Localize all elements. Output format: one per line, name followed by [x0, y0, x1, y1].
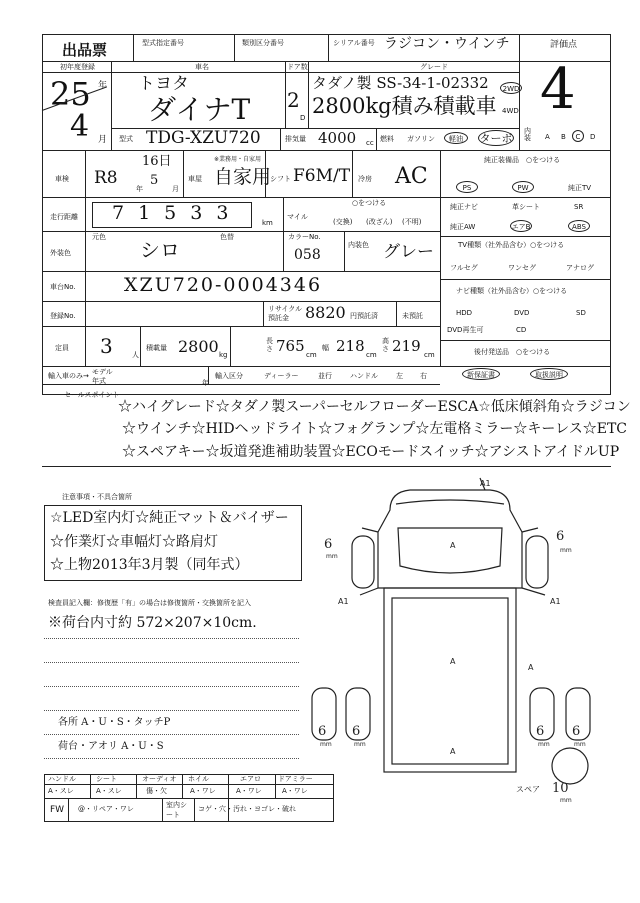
nav-hdd: HDD [456, 309, 473, 317]
shaken-year-unit: 年 [136, 185, 143, 193]
damage-mark-a-bed: A [450, 657, 456, 666]
recycle-unpaid: 未預託 [402, 312, 423, 320]
shift-value: F6M/T [293, 166, 351, 186]
chassis-label: 車台No. [50, 283, 76, 291]
import-class-label: 輸入区分 [215, 372, 243, 380]
color-no-label: カラーNo. [288, 233, 321, 241]
equip-nav: 純正ナビ [450, 203, 478, 211]
height-label: 高さ [382, 337, 389, 353]
displacement: 4000 [318, 129, 357, 147]
tire-depth-front-left: 6 [324, 537, 333, 552]
selling-points-label: セールスポイント [64, 391, 120, 399]
model-label: 型式 [119, 135, 133, 143]
tire-unit-fr: mm [560, 547, 572, 554]
equip-pw: PW [512, 181, 534, 193]
reg-year-unit: 年 [98, 81, 108, 91]
nav-dvd: DVD [514, 309, 530, 317]
mileage-label: 走行距離 [50, 213, 78, 221]
note-1: ☆LED室内灯☆純正マット＆バイザー [50, 510, 289, 526]
ac-label: 冷房 [358, 175, 372, 183]
legend-v-wheel: A・ワレ [190, 787, 216, 795]
equip-sr: SR [574, 203, 584, 211]
grade-line2: 2800kg積み積載車 [312, 94, 497, 118]
interior-color-value: グレー [383, 242, 434, 262]
selling-point-3: ☆スペアキー☆坂道発進補助装置☆ECOモードスイッチ☆アシストアイドルUP [122, 444, 620, 460]
tv-title: TV種類（社外品含む）○をつける [458, 241, 565, 249]
mile-label: マイル [287, 213, 308, 221]
note-2: ☆作業灯☆車幅灯☆路肩灯 [50, 534, 218, 550]
reg-month-unit: 月 [98, 135, 108, 145]
grade-line1: タダノ製 SS-34-1-02332 [312, 74, 489, 92]
color-change-label: 色替 [220, 233, 234, 241]
meter-tampered: (改ざん) [366, 218, 393, 226]
parallel-label: 並行 [318, 372, 332, 380]
reg-year: 25 [50, 75, 91, 113]
reg-month: 4 [70, 109, 90, 144]
interior-label: 内装 [524, 127, 531, 142]
dvd-playback: DVD再生可 [447, 326, 484, 334]
color-no-value: 058 [294, 247, 321, 263]
legend-h-wheel: ホイル [188, 775, 209, 783]
tv-oneseg: ワンセグ [508, 264, 536, 272]
height-unit: cm [424, 351, 435, 359]
handle-label: ハンドル [350, 372, 378, 380]
doors-label: ドア数 [287, 63, 308, 71]
recycle-value: 8820 [305, 303, 346, 322]
exterior-label: 外装色 [50, 249, 71, 257]
score-value: 4 [540, 57, 576, 122]
recycle-status: 円預託済 [350, 312, 378, 320]
tire-unit-fl: mm [326, 553, 338, 560]
spare-depth: 10 [552, 781, 569, 796]
reg-label: 登録No. [50, 312, 76, 320]
tire-unit-rl-outer: mm [320, 741, 332, 748]
width-value: 218 [336, 337, 365, 355]
serial-note: ラジコン・ウインチ [384, 36, 510, 52]
legend-v-handle: A・スレ [48, 787, 74, 795]
chassis-value: XZU720-0004346 [124, 274, 323, 296]
selling-point-2: ☆ウインチ☆HIDヘッドライト☆フォグランプ☆左電格ミラー☆キーレス☆ETC [122, 421, 627, 437]
type-spec-label: 型式指定番号 [142, 39, 184, 47]
width-unit: cm [366, 351, 377, 359]
displacement-label: 排気量 [285, 135, 306, 143]
first-reg-label: 初年度登録 [60, 63, 95, 71]
handle-right: 右 [420, 372, 427, 380]
drive-2wd: 2WD [500, 82, 522, 94]
legend-fw-label: FW [50, 805, 65, 815]
fuel-turbo: ターボ [479, 132, 513, 145]
load-label: 積載量 [146, 344, 167, 352]
equip-leather: 革シート [512, 203, 540, 211]
legend-h-mirror: ドアミラー [278, 775, 313, 783]
vehicle-diagram [300, 470, 610, 810]
length-value: 765 [276, 337, 305, 355]
notes-label: 注意事項・不具合箇所 [62, 493, 132, 501]
handwritten-note-2: 荷台・アオリ A・U・S [58, 741, 164, 752]
interior-grade-d: D [590, 133, 596, 141]
legend-v-aero: A・ワレ [236, 787, 262, 795]
shift-label: シフト [270, 175, 291, 183]
legend-v-seat: A・スレ [96, 787, 122, 795]
usage-note: ※業務用・自家用 [214, 156, 262, 163]
nav-title: ナビ種類（社外品含む）○をつける [456, 287, 568, 295]
color-orig-label: 元色 [92, 233, 106, 241]
legend-v-audio: 傷・欠 [146, 787, 167, 795]
shaken-month-unit: 月 [172, 185, 179, 193]
displacement-unit: cc [366, 139, 374, 147]
score-label: 評価点 [550, 40, 578, 50]
inspector-note: ※荷台内寸約 572×207×10cm. [48, 615, 257, 631]
grade-label: グレード [420, 63, 448, 71]
interior-grade-a: A [545, 133, 550, 141]
legend-room-value: コゲ・穴・汚れ・ヨゴレ・破れ [198, 805, 296, 813]
interior-grade-b: B [561, 133, 566, 141]
usage-value: 自家用 [214, 166, 272, 188]
serial-label: シリアル番号 [333, 39, 375, 47]
tire-unit-rr-inner: mm [538, 741, 550, 748]
spare-label: スペア [516, 785, 540, 794]
equip-tv: 純正TV [568, 184, 592, 192]
cd: CD [516, 326, 527, 334]
damage-mark-a-side: A [528, 663, 534, 672]
tire-unit-rr-outer: mm [574, 741, 586, 748]
tv-analog: アナログ [566, 264, 594, 272]
exterior-value: シロ [140, 238, 180, 262]
aftermarket-title: 後付発送品 ○をつける [474, 348, 551, 356]
capacity-label: 定員 [55, 344, 69, 352]
interior-grade-c: C [572, 130, 584, 142]
selling-point-1: ☆ハイグレード☆タダノ製スーパーセルフローダーESCA☆低床傾斜角☆ラジコン [118, 399, 631, 415]
model-value: TDG-XZU720 [146, 128, 261, 148]
aftermarket-manual: 取扱説明 [530, 368, 568, 380]
capacity-unit: 人 [132, 351, 139, 359]
legend-h-aero: エアロ [240, 775, 261, 783]
vehicle-name: ダイナT [148, 93, 251, 126]
spare-unit: mm [560, 797, 572, 804]
fuel-label: 燃料 [380, 135, 394, 143]
damage-mark-a-rear: A [450, 747, 456, 756]
meter-circle-note: ○をつける [352, 199, 387, 207]
tire-depth-rear-left-inner: 6 [352, 724, 361, 739]
usage-label: 車屋 [188, 175, 202, 183]
dealer-label: ディーラー [264, 372, 299, 380]
maker: トヨタ [138, 74, 189, 94]
shaken-month: 5 [150, 173, 159, 188]
tire-unit-rl-inner: mm [354, 741, 366, 748]
shaken-label: 車検 [55, 175, 69, 183]
inspector-label: 検査員記入欄：修復歴「有」の場合は修復箇所・交換箇所を記入 [48, 599, 251, 607]
load-unit: kg [219, 351, 228, 359]
note-3: ☆上物2013年3月製（同年式） [50, 557, 249, 573]
equip-abs: ABS [568, 220, 590, 232]
tire-depth-front-right: 6 [556, 529, 565, 544]
legend-room-label: 室内シート [166, 801, 187, 819]
meter-changed: (交換) [333, 218, 353, 226]
interior-color-label: 内装色 [348, 241, 369, 249]
nav-sd: SD [576, 309, 586, 317]
mileage-unit: km [262, 219, 273, 227]
import-era-unit: 年 [202, 379, 209, 387]
equipment-title: 純正装備品 ○をつける [484, 156, 561, 164]
capacity-value: 3 [100, 334, 113, 358]
height-value: 219 [392, 337, 421, 355]
length-unit: cm [306, 351, 317, 359]
legend-h-audio: オーディオ [142, 775, 177, 783]
meter-unknown: (不明) [402, 218, 422, 226]
damage-mark-a-windshield: A [450, 541, 456, 550]
doors-sub: D [300, 114, 306, 122]
fuel-gas: ガソリン [407, 135, 435, 143]
name-label: 車名 [195, 63, 209, 71]
equip-airbag: エアB [510, 220, 532, 232]
shaken-era: R8 [94, 168, 118, 188]
drive-4wd: 4WD [502, 107, 519, 115]
damage-mark-a1-left: A1 [338, 597, 349, 606]
legend-h-seat: シート [96, 775, 117, 783]
tire-depth-rear-right-inner: 6 [536, 724, 545, 739]
length-label: 長さ [266, 337, 273, 353]
handle-left: 左 [396, 372, 403, 380]
width-label: 幅 [322, 344, 329, 352]
tv-fullseg: フルセグ [450, 264, 478, 272]
ac-value: AC [395, 164, 428, 189]
damage-mark-a1-top: A1 [480, 479, 491, 488]
load-value: 2800 [178, 337, 219, 356]
mileage-value: 71533 [112, 202, 243, 224]
legend-fw-value: @・リペア・ワレ [78, 805, 134, 813]
damage-mark-a1-right: A1 [550, 597, 561, 606]
equip-ps: PS [456, 181, 478, 193]
handwritten-note-1: 各所 A・U・S・タッチP [58, 717, 171, 728]
model-year-label: モデル年式 [92, 368, 113, 385]
equip-aw: 純正AW [450, 223, 476, 231]
fuel-diesel: 軽油 [444, 132, 468, 144]
recycle-label: リサイクル預託金 [268, 305, 303, 322]
aftermarket-warranty: 新保証書 [462, 368, 500, 380]
tire-depth-rear-left-outer: 6 [318, 724, 327, 739]
class-no-label: 類別区分番号 [242, 39, 284, 47]
form-title: 出品票 [62, 41, 108, 59]
legend-v-mirror: A・ワレ [282, 787, 308, 795]
legend-h-handle: ハンドル [48, 775, 76, 783]
shaken-year: 16日 [142, 154, 172, 169]
tire-depth-rear-right-outer: 6 [572, 724, 581, 739]
import-label: 輸入車のみ→ [48, 372, 89, 380]
doors: 2 [287, 88, 300, 112]
